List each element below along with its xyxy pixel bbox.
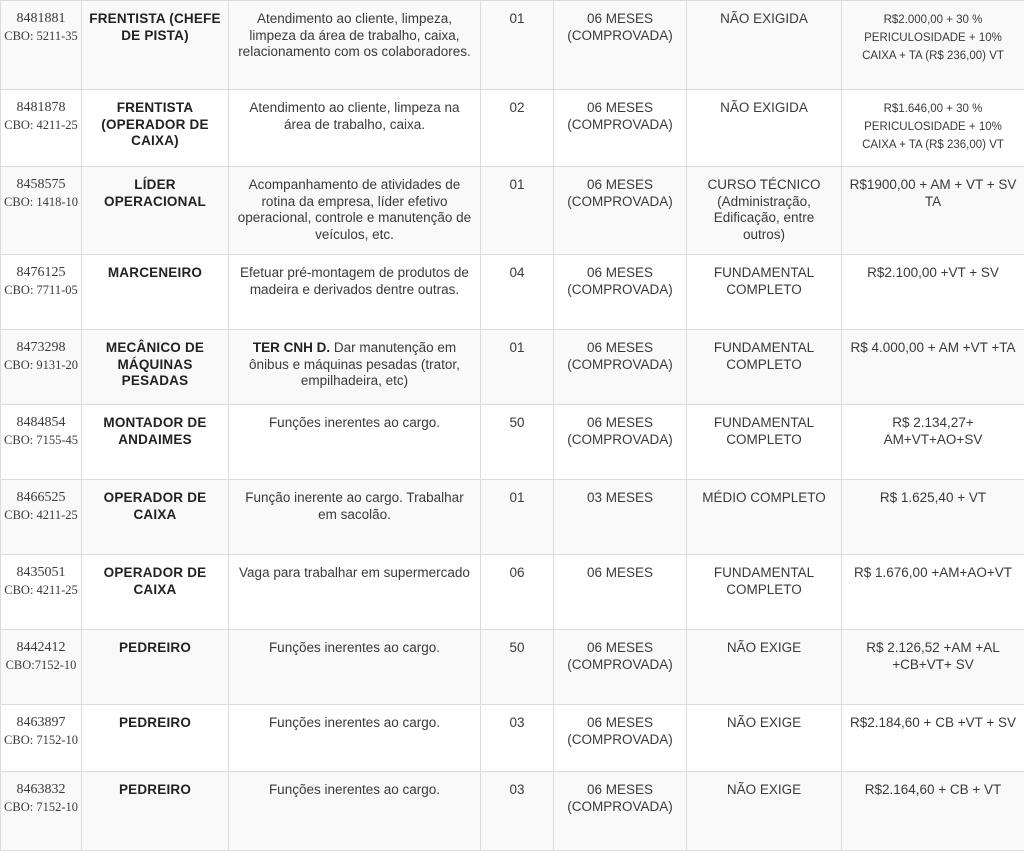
salary-benefits: R$2.100,00 +VT + SV [842, 255, 1024, 330]
job-description [229, 555, 481, 630]
education-required: NÃO EXIGE [687, 772, 842, 851]
description-text: Atendimento ao cliente, limpeza na área de trabalho, caixa. [249, 100, 460, 132]
salary-benefits: R$ 1.676,00 +AM+AO+VT [842, 555, 1024, 630]
vacancy-count: 01 [481, 167, 554, 255]
education-required: FUNDAMENTAL COMPLETO [687, 255, 842, 330]
job-code: 8473298 [16, 340, 66, 355]
job-title: PEDREIRO [82, 705, 229, 772]
description-text: Acompanhamento de atividades de rotina da empresa, líder efetivo operacional, controle e manutenção de veículos, etc. [237, 177, 472, 242]
experience-required: 06 MESES (COMPROVADA) [554, 630, 687, 705]
salary-benefits: R$ 2.134,27+ AM+VT+AO+SV [842, 405, 1024, 480]
description-text: Funções inerentes ao cargo. [268, 715, 441, 730]
job-description [229, 480, 481, 555]
job-title: MARCENEIRO [82, 255, 229, 330]
description-text: Função inerente ao cargo. Trabalhar em sacolão. [245, 490, 464, 522]
job-description [229, 1, 481, 90]
job-description [229, 90, 481, 167]
experience-required: 06 MESES (COMPROVADA) [554, 772, 687, 851]
job-description [229, 772, 481, 851]
cbo-code: CBO: 5211-35 [4, 29, 78, 43]
job-description [229, 705, 481, 772]
job-description [229, 330, 481, 405]
education-required: MÉDIO COMPLETO [687, 480, 842, 555]
description-text: Dar manutenção em ônibus e máquinas pesadas (trator, empilhadeira, etc) [249, 340, 460, 388]
cbo-code: CBO: 7152-10 [4, 800, 78, 814]
experience-required: 06 MESES (COMPROVADA) [554, 167, 687, 255]
description-text: Efetuar pré-montagem de produtos de madeira e derivados dentre outras. [240, 265, 469, 297]
table-row [1, 555, 1024, 630]
job-code: 8463897 [16, 715, 66, 730]
job-code: 8442412 [16, 640, 66, 655]
job-code-cell [1, 555, 82, 630]
job-description [229, 405, 481, 480]
job-description [229, 255, 481, 330]
job-code: 8481878 [16, 100, 66, 115]
job-title: MONTADOR DE ANDAIMES [82, 405, 229, 480]
job-code: 8484854 [16, 415, 66, 430]
cbo-code: CBO:7152-10 [5, 658, 77, 672]
experience-required: 06 MESES (COMPROVADA) [554, 255, 687, 330]
vacancy-count: 06 [481, 555, 554, 630]
job-code: 8458575 [16, 177, 66, 192]
job-title: FRENTISTA (CHEFE DE PISTA) [82, 1, 229, 90]
experience-required: 06 MESES (COMPROVADA) [554, 1, 687, 90]
vacancy-count: 03 [481, 705, 554, 772]
experience-required: 03 MESES [554, 480, 687, 555]
description-requirement: TER CNH D. [252, 340, 331, 355]
salary-benefits: R$2.184,60 + CB +VT + SV [842, 705, 1024, 772]
salary-benefits: R$1.646,00 + 30 % PERICULOSIDADE + 10% CAIXA + TA (R$ 236,00) VT [842, 90, 1024, 167]
salary-benefits: R$ 2.126,52 +AM +AL +CB+VT+ SV [842, 630, 1024, 705]
table-row [1, 405, 1024, 480]
experience-required: 06 MESES [554, 555, 687, 630]
cbo-code: CBO: 4211-25 [4, 508, 78, 522]
education-required: CURSO TÉCNICO (Administração, Edificação, entre outros) [687, 167, 842, 255]
description-text: Funções inerentes ao cargo. [268, 415, 441, 430]
job-code-cell [1, 330, 82, 405]
job-title: PEDREIRO [82, 772, 229, 851]
job-code-cell [1, 1, 82, 90]
table-row [1, 705, 1024, 772]
job-title: MECÂNICO DE MÁQUINAS PESADAS [82, 330, 229, 405]
job-code-cell [1, 90, 82, 167]
job-title: PEDREIRO [82, 630, 229, 705]
job-title: OPERADOR DE CAIXA [82, 555, 229, 630]
table-row [1, 330, 1024, 405]
table-row [1, 630, 1024, 705]
salary-benefits: R$1900,00 + AM + VT + SV TA [842, 167, 1024, 255]
job-code: 8466525 [16, 490, 66, 505]
vacancy-count: 01 [481, 330, 554, 405]
cbo-code: CBO: 7155-45 [4, 433, 78, 447]
vacancy-count: 50 [481, 630, 554, 705]
cbo-code: CBO: 9131-20 [4, 358, 78, 372]
education-required: FUNDAMENTAL COMPLETO [687, 555, 842, 630]
cbo-code: CBO: 7152-10 [4, 733, 78, 747]
job-title: LÍDER OPERACIONAL [82, 167, 229, 255]
experience-required: 06 MESES (COMPROVADA) [554, 90, 687, 167]
job-code-cell [1, 480, 82, 555]
vacancy-count: 50 [481, 405, 554, 480]
job-code-cell [1, 630, 82, 705]
experience-required: 06 MESES (COMPROVADA) [554, 405, 687, 480]
table-row [1, 772, 1024, 851]
salary-benefits: R$ 4.000,00 + AM +VT +TA [842, 330, 1024, 405]
vacancy-count: 01 [481, 1, 554, 90]
job-code-cell [1, 405, 82, 480]
job-code: 8435051 [16, 565, 66, 580]
education-required: NÃO EXIGIDA [687, 90, 842, 167]
job-code: 8481881 [16, 11, 66, 26]
job-code-cell [1, 167, 82, 255]
job-code: 8463832 [16, 782, 66, 797]
job-code-cell [1, 772, 82, 851]
salary-benefits: R$2.164,60 + CB + VT [842, 772, 1024, 851]
vacancy-count: 04 [481, 255, 554, 330]
description-text: Vaga para trabalhar em supermercado [239, 565, 470, 580]
description-text: Funções inerentes ao cargo. [268, 782, 441, 797]
job-description [229, 630, 481, 705]
education-required: FUNDAMENTAL COMPLETO [687, 330, 842, 405]
vacancy-count: 03 [481, 772, 554, 851]
table-row [1, 1, 1024, 90]
salary-benefits: R$ 1.625,40 + VT [842, 480, 1024, 555]
job-title: OPERADOR DE CAIXA [82, 480, 229, 555]
vacancy-count: 02 [481, 90, 554, 167]
table-row [1, 167, 1024, 255]
description-text: Atendimento ao cliente, limpeza, limpeza da área de trabalho, caixa, relacionamento com os colaboradores. [238, 11, 471, 59]
job-code-cell [1, 705, 82, 772]
table-row [1, 90, 1024, 167]
education-required: NÃO EXIGIDA [687, 1, 842, 90]
cbo-code: CBO: 7711-05 [4, 283, 78, 297]
education-required: NÃO EXIGE [687, 705, 842, 772]
cbo-code: CBO: 4211-25 [4, 583, 78, 597]
education-required: NÃO EXIGE [687, 630, 842, 705]
description-text: Funções inerentes ao cargo. [268, 640, 441, 655]
table-row [1, 255, 1024, 330]
cbo-code: CBO: 4211-25 [4, 118, 78, 132]
job-title: FRENTISTA (OPERADOR DE CAIXA) [82, 90, 229, 167]
table-row [1, 480, 1024, 555]
job-code-cell [1, 255, 82, 330]
education-required: FUNDAMENTAL COMPLETO [687, 405, 842, 480]
vacancy-count: 01 [481, 480, 554, 555]
salary-benefits: R$2.000,00 + 30 % PERICULOSIDADE + 10% CAIXA + TA (R$ 236,00) VT [842, 1, 1024, 90]
experience-required: 06 MESES (COMPROVADA) [554, 705, 687, 772]
job-code: 8476125 [16, 265, 66, 280]
cbo-code: CBO: 1418-10 [4, 195, 78, 209]
job-description [229, 167, 481, 255]
experience-required: 06 MESES (COMPROVADA) [554, 330, 687, 405]
